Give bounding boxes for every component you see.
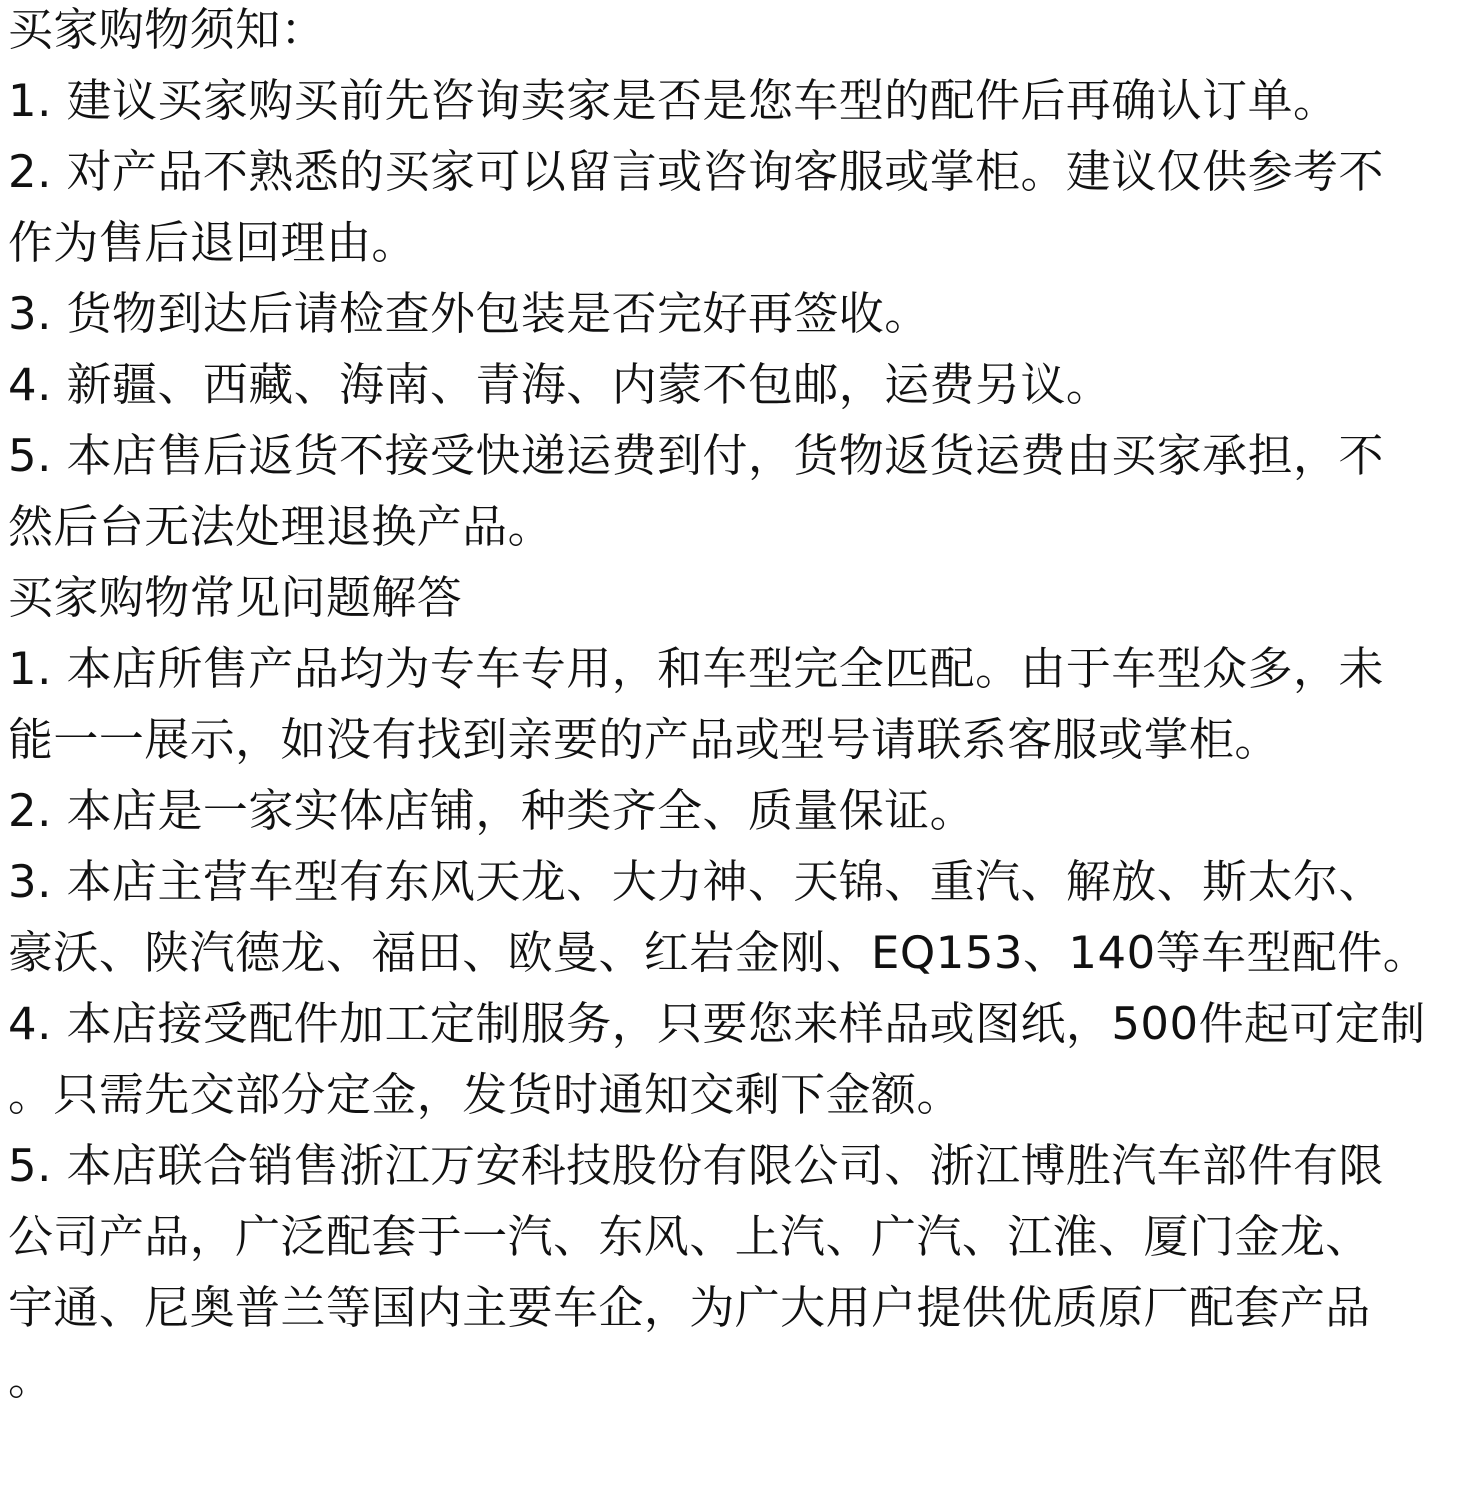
faq-line: 豪沃、陕汽德龙、福田、欧曼、红岩金刚、EQ153、140等车型配件。 [8, 926, 1429, 979]
notice-heading: 买家购物须知： [8, 3, 326, 56]
faq-line: 。 [8, 1352, 54, 1405]
notice-line: 2. 对产品不熟悉的买家可以留言或咨询客服或掌柜。建议仅供参考不 [8, 145, 1384, 198]
faq-line: 4. 本店接受配件加工定制服务，只要您来样品或图纸，500件起可定制 [8, 997, 1426, 1050]
notice-line: 1. 建议买家购买前先咨询卖家是否是您车型的配件后再确认订单。 [8, 74, 1339, 127]
faq-line: 2. 本店是一家实体店铺，种类齐全、质量保证。 [8, 784, 976, 837]
faq-line: 宇通、尼奥普兰等国内主要车企，为广大用户提供优质原厂配套产品 [8, 1281, 1371, 1334]
notice-line: 作为售后退回理由。 [8, 216, 417, 269]
notice-line: 3. 货物到达后请检查外包装是否完好再签收。 [8, 287, 930, 340]
faq-line: 。只需先交部分定金，发货时通知交剩下金额。 [8, 1068, 962, 1121]
document-body [8, 0, 1468, 1414]
notice-line: 5. 本店售后返货不接受快递运费到付，货物返货运费由买家承担，不 [8, 429, 1384, 482]
faq-line: 1. 本店所售产品均为专车专用，和车型完全匹配。由于车型众多，未 [8, 642, 1384, 695]
notice-line: 4. 新疆、西藏、海南、青海、内蒙不包邮，运费另议。 [8, 358, 1112, 411]
faq-line: 公司产品，广泛配套于一汽、东风、上汽、广汽、江淮、厦门金龙、 [8, 1210, 1371, 1263]
faq-heading: 买家购物常见问题解答 [8, 571, 463, 624]
faq-line: 5. 本店联合销售浙江万安科技股份有限公司、浙江博胜汽车部件有限 [8, 1139, 1384, 1192]
faq-line: 能一一展示，如没有找到亲要的产品或型号请联系客服或掌柜。 [8, 713, 1280, 766]
notice-line: 然后台无法处理退换产品。 [8, 500, 554, 553]
faq-line: 3. 本店主营车型有东风天龙、大力神、天锦、重汽、解放、斯太尔、 [8, 855, 1384, 908]
